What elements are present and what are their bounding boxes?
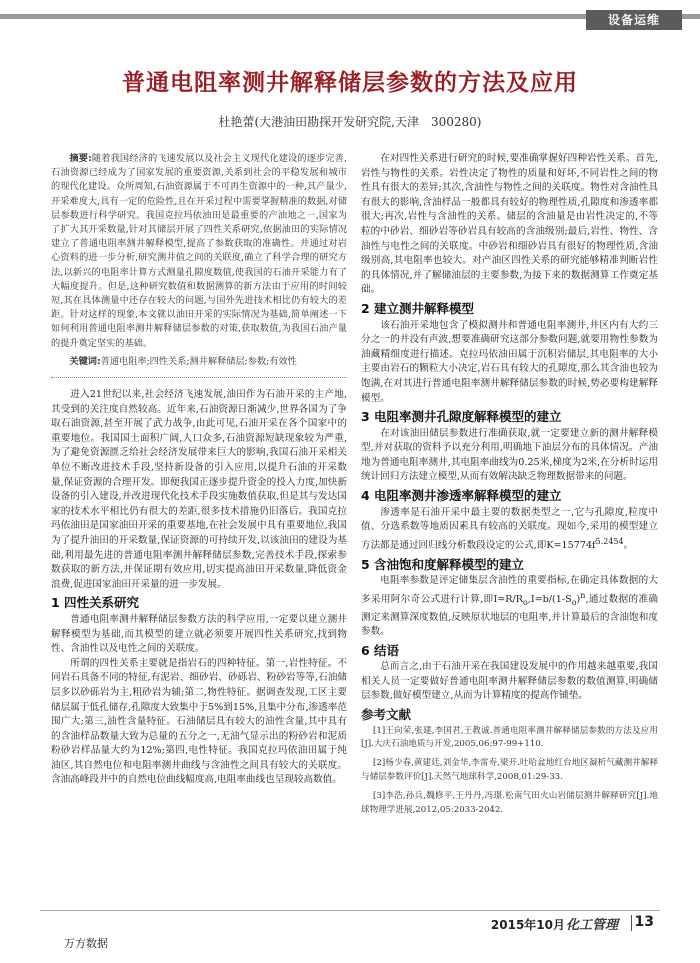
references-heading: 参考文献: [361, 707, 412, 723]
abstract-label: 摘要:: [69, 153, 92, 164]
keywords-text: 普通电阻率;四性关系;测井解释储层;参数;有效性: [100, 355, 297, 367]
section-2-paragraph: 该石油开采地包含了模拟测井和普通电阻率测井,井区内有大约三分之一的井没有声波,想要准确研究这部分参数问题,就要用物性参数为油藏精细度进行描述。克拉玛依油田属于沉积岩储层,其电阻率的大小主要由岩石的颗粒大小决定,岩石具有较大的孔隙度,那么其含油也较为饱满,在对其进行普通电阻率测井解释储层参数的时候,势必要构建解释模型。: [361, 319, 658, 404]
abstract-text: 随着我国经济的飞速发展以及社会主义现代化建设的逐步完善,石油资源已经成为了国家发展的重要资源,关系到社会的平稳发展和城市的现代化建设。众所周知,石油资源属于不可再生资源中的一种,其产量少,开采难度大,具有一定的危险性,且在开采过程中需要掌握精准的数据,对储层参数进行科学研究。我国克拉玛依油田是最重要的产油地之一,国家为了扩大其开采数量,针对其储层开展了四性关系研究,依据油田的实际情况建立了普通电阻率测井解释模型,提高了参数获取的准确性。并通过对岩心资料的进一步分析,研究测井值之间的关联度,确立了科学合理的研究方法,以新兴的电阻率计算方式测量孔隙度数值,使我国的石油开采能力有了大幅度提升。但是,这种研究数值和数据测算的新方法由于应用的时间较短,其在具体测量中还存在较大的问题,与国外先进技术相比仍有较大的差距。针对这样的现象,本文就以油田开采的实际情况为基础,简单阐述一下如何利用普通电阻率测井解释储层参数的对策,获取数值,为我国石油产量的提升奠定坚实的基础。: [51, 153, 347, 349]
section-heading-6: 6 结语: [361, 642, 400, 658]
footer-separator: [631, 915, 632, 931]
section-heading-2: 2 建立测井解释模型: [361, 300, 475, 316]
four-properties-paragraph: 在对四性关系进行研究的时候,要准确掌握好四种岩性关系。首先,岩性与物性的关系。岩性决定了物性的质量和好坏,不同岩性之间的物性具有很大的差异;其次,含油性与物性之间的关联度。物性对含油性具有很大的影响,含油样品一般都具有较好的物理性质,孔隙度和渗透率都很大;再次,岩性与含油性的关系。储层的含油量是由岩性决定的,不等粒的中砂岩、细砂岩等砂岩具有较高的含油级别;最后,岩性、物性、含油性与电性之间的关联度。中砂岩和细砂岩具有很好的物理性质,含油级别高,其电阻率也较大。对产油区四性关系的研究能够精准判断岩性的具体情况,并了解储油层的主要参数,为接下来的数据测算工作奠定基础。: [361, 153, 658, 296]
section-label: 设备运维: [586, 10, 682, 30]
issue-date: 2015年10月: [490, 918, 565, 932]
section-1-paragraph-1: 普通电阻率测井解释储层参数方法的科学应用,一定要以建立测井解释模型为基础,而其模型的建立就必须要开展四性关系研究,找到物性、含油性以及电性之间的关联度。: [51, 613, 347, 655]
section-4-paragraph: 渗透率是石油开采中最主要的数据类型之一,它与孔隙度,粒度中值、分选系数等地质因素具有较高的关联度。现如今,采用的模型建立方法都是通过回归线分析数段设定的公式,即$K=15774f^{5.2454}$。: [361, 506, 658, 552]
right-column: [361, 152, 658, 823]
section-heading-1: 1 四性关系研究: [51, 595, 140, 611]
keywords-label: 关键词:: [69, 355, 101, 367]
reference-item: [3]李浩,孙兵,魏修平,王丹丹,冯璟.松南气田火山岩储层测井解释研究[J].地球物理学进展,2012,05:2033-2042.: [361, 791, 658, 815]
article-title: 普通电阻率测井解释储层参数的方法及应用: [122, 70, 578, 96]
author-line: 杜艳蕾(大港油田勘探开发研究院,天津 300280): [218, 115, 482, 129]
section-heading-3: 3 电阻率测井孔隙度解释模型的建立: [361, 409, 562, 425]
reference-item: [1]王向荣,张建,李国君,王教诚.普通电阻率测井解释储层参数的方法及应用[J].大庆石油地质与开发,2005,06:97-99+110.: [361, 725, 658, 750]
section-3-paragraph: 在对该油田储层参数进行准确获取,就一定要建立新的测井解释模型,并对获取的资料予以充分利用,明确地下油层分布的具体情况。产油地为普通电阻率测井,其电阻率曲线为0.25米,梯度为2米,在分析时运用统计回归方法建立模型,从而有效解决缺乏物理数据带来的问题。: [361, 427, 658, 483]
magazine-name: 化工管理: [565, 918, 618, 933]
section-heading-4: 4 电阻率测井渗透率解释模型的建立: [361, 488, 562, 504]
footer-rule: [40, 910, 660, 911]
left-column: [51, 152, 347, 788]
reference-item: [2]杨少春,黄建廷,刘金华,李雷寿,梁开.吐哈盆地红台地区凝析气藏测井解释与储层参数评价[J].天然气地球科学,2008,01:29-33.: [361, 758, 658, 782]
watermark: 万方数据: [64, 937, 108, 950]
abstract-divider: [51, 377, 347, 378]
abstract: [51, 152, 347, 369]
section-1-paragraph-2: 所谓的四性关系主要就是指岩石的四种特征。第一,岩性特征。不同岩石具备不同的特征,有泥岩、细砂岩、砂砾岩、粉砂岩等等,石油储层多以砂砾岩为主,粗砂岩为辅;第二,物性特征。据调查发现,工区主要储层属于低孔储存,孔隙度大致集中于5%到15%,且集中分布,渗透率范围广大;第三,油性含量特征。石油储层具有较大的油性含量,其中具有的含油样品数量大致为总量的五分之一,无油气显示出的粉砂岩和泥质粉砂岩样品量大约为12%;第四,电性特征。我国克拉玛依油田属于纯油区,其自然电位和电阻率测井曲线与含油性之间具有较大的关联度。含油高峰段井中的自然电位曲线幅度高,电阻率曲线也呈现较高数值。: [51, 657, 347, 786]
intro-paragraph: 进入21世纪以来,社会经济飞速发展,油田作为石油开采的主产地,其受到的关注度自然较高。近年来,石油资源日渐减少,世界各国为了争取石油资源,甚至开展了武力战争,由此可见,石油开采在各个国家中的重要地位。我国国土面积广阔,人口众多,石油资源短缺现象较为严重,为了避免资源匮乏给社会经济发展带来巨大的影响,我国石油开采相关单位不断改进技术手段,坚持新设备的引入应用,以提升石油的开采数量,保证资源的合理开发。即便我国正逐步提升资金的投入力度,加快新设备的引入建设,并改进现代化技术手段实施数值获取,但是其与发达国家的技术水平相比仍有很大的差距,很多技术措施仍旧落后。我国克拉玛依油田是国家油田开采的重要基地,在社会发展中具有重要地位,我国为了提升油田的开采数量,保证资源的可持续开发,以该油田的建设为基础,利用最先进的普通电阻率测井解释储层参数,完善技术手段,探索参数获取的新方法,并保证期有效应用,切实提高油田开采数量,降低资金浪费,促进国家油田开采量的进一步发展。: [51, 389, 347, 590]
section-heading-5: 5 含油饱和度解释模型的建立: [361, 556, 525, 572]
section-5-paragraph: 电阻率参数是评定储集层含油性的重要指标,在确定具体数据的大多采用阿尔奇公式进行计算,即$I=R/R_o,I=b/(1-S_o)^n$,通过数据的准确测定来测算深度数值,反映原状地层的电阻率,并计算最后的含油饱和度参数。: [361, 575, 658, 638]
page-number: 13: [634, 914, 654, 930]
conclusion-paragraph: 总而言之,由于石油开采在我国建设发展中的作用越来越重要,我国相关人员一定要做好普通电阻率测井解释储层参数的数值测算,明确储层参数,做好模型建立,从而为计算精度的提高作铺垫。: [361, 661, 658, 702]
top-banner: [0, 0, 700, 30]
